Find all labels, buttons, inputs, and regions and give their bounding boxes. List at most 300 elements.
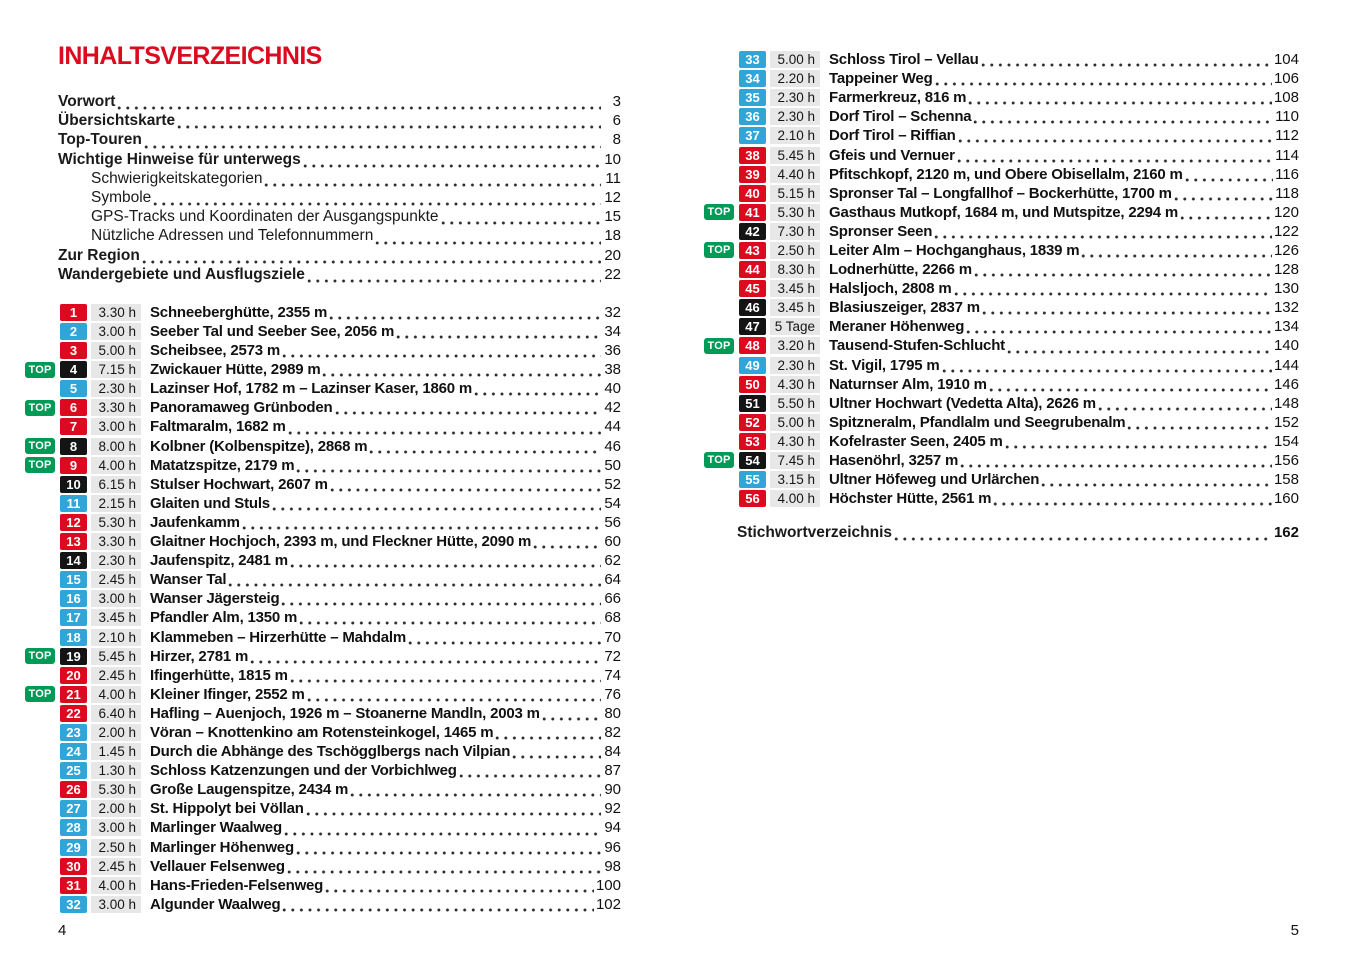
tour-page: 116 (1275, 165, 1299, 183)
dot-leader (306, 803, 601, 818)
dot-leader (296, 842, 601, 857)
tour-title: Große Laugenspitze, 2434 m (150, 781, 349, 799)
tour-title: Matatzspitze, 2179 m (150, 456, 295, 474)
toc-tour-row (737, 489, 1299, 508)
tour-page: 110 (1275, 108, 1299, 126)
tour-duration: 4.00 h (91, 686, 141, 703)
dot-leader (993, 493, 1272, 508)
tour-duration: 5.30 h (91, 781, 141, 798)
toc-tour-row (737, 126, 1299, 145)
tour-number-badge: 45 (739, 280, 766, 297)
toc-tour-row (58, 857, 621, 876)
tour-page: 80 (604, 704, 621, 722)
tour-number-badge: 52 (739, 414, 766, 431)
tour-title: Lodnerhütte, 2266 m (829, 261, 972, 279)
dot-leader (142, 251, 601, 266)
toc-tour-row (28, 685, 621, 704)
toc-entry-label: Wichtige Hinweise für unterwegs (58, 150, 301, 168)
index-entry-page: 162 (1273, 524, 1299, 542)
tour-page: 92 (604, 800, 621, 818)
tour-duration: 2.00 h (91, 800, 141, 817)
toc-entry-page: 12 (604, 188, 621, 206)
tour-page: 90 (604, 781, 621, 799)
tour-duration: 2.30 h (91, 380, 141, 397)
tour-duration: 2.45 h (91, 571, 141, 588)
toc-tour-row (58, 627, 621, 646)
dot-leader (330, 479, 601, 494)
dot-leader (1127, 417, 1272, 432)
dot-leader (287, 861, 601, 876)
tour-number-badge: 26 (60, 781, 87, 798)
dot-leader (282, 899, 594, 914)
tour-duration: 5.00 h (770, 51, 820, 68)
tour-title: Tausend-Stufen-Schlucht (829, 337, 1005, 355)
dot-leader (974, 264, 1272, 279)
tour-duration: 5.00 h (770, 414, 820, 431)
dot-leader (1180, 207, 1272, 222)
tour-duration: 2.30 h (770, 89, 820, 106)
tour-page: 134 (1273, 318, 1299, 336)
tour-number-badge: 16 (60, 590, 87, 607)
toc-tour-row (58, 876, 621, 895)
tour-duration: 4.30 h (770, 376, 820, 393)
tour-page: 132 (1273, 299, 1299, 317)
tour-title: Schloss Katzenzungen und der Vorbichlweg (150, 762, 457, 780)
dot-leader (144, 136, 601, 151)
tour-page: 87 (604, 762, 621, 780)
tour-title: Faltmaralm, 1682 m (150, 418, 286, 436)
tour-number-badge: 37 (739, 127, 766, 144)
toc-right-page (707, 42, 1299, 543)
tour-number-badge: 32 (60, 896, 87, 913)
toc-tour-row (737, 317, 1299, 336)
toc-tour-row (58, 303, 621, 322)
toc-tour-row (58, 475, 621, 494)
tour-number-badge: 14 (60, 552, 87, 569)
tour-number-badge: 21 (60, 686, 87, 703)
tour-page: 98 (604, 857, 621, 875)
tour-page: 156 (1273, 452, 1299, 470)
tour-number-badge: 24 (60, 743, 87, 760)
toc-tour-row (28, 456, 621, 475)
tour-page: 158 (1273, 471, 1299, 489)
tour-page: 104 (1273, 51, 1299, 69)
tour-title: Algunder Waalweg (150, 895, 281, 913)
dot-leader (989, 379, 1272, 394)
tour-page: 146 (1273, 375, 1299, 393)
tour-list-right (707, 50, 1299, 508)
toc-tour-row (58, 666, 621, 685)
tour-number-badge: 42 (739, 223, 766, 240)
toc-entry-label: GPS-Tracks und Koordinaten der Ausgangspunkte (91, 208, 439, 226)
tour-title: Ultner Höfeweg und Urlärchen (829, 471, 1040, 489)
dot-leader (1005, 436, 1272, 451)
dot-leader (1098, 398, 1272, 413)
toc-tour-row (58, 723, 621, 742)
tour-duration: 2.15 h (91, 495, 141, 512)
tour-page: 70 (604, 628, 621, 646)
toc-tour-row (28, 398, 621, 417)
tour-duration: 3.20 h (770, 337, 820, 354)
toc-tour-row (58, 742, 621, 761)
tour-title: Hafling – Auenjoch, 1926 m – Stoanerne Mandln, 2003 m (150, 704, 540, 722)
tour-title: Halsljoch, 2808 m (829, 280, 952, 298)
tour-title: Stulser Hochwart, 2607 m (150, 475, 328, 493)
dot-leader (396, 326, 601, 341)
tour-duration: 2.00 h (91, 724, 141, 741)
tour-number-badge: 53 (739, 433, 766, 450)
toc-tour-row (58, 322, 621, 341)
tour-page: 44 (604, 418, 621, 436)
tour-number-badge: 56 (739, 490, 766, 507)
toc-entry-page: 20 (604, 246, 621, 264)
tour-duration: 2.30 h (91, 552, 141, 569)
tour-title: Kofelraster Seen, 2405 m (829, 432, 1003, 450)
toc-tour-row (707, 336, 1299, 355)
toc-intro-row (58, 151, 621, 170)
tour-number-badge: 25 (60, 762, 87, 779)
tour-duration: 2.50 h (770, 242, 820, 259)
toc-entry-label: Schwierigkeitskategorien (91, 169, 263, 187)
dot-leader (1174, 188, 1273, 203)
toc-tour-row (58, 704, 621, 723)
tour-page: 50 (604, 456, 621, 474)
tour-page: 100 (595, 876, 621, 894)
tour-page: 120 (1273, 203, 1299, 221)
toc-tour-row (707, 203, 1299, 222)
tour-page: 96 (604, 838, 621, 856)
toc-tour-row (737, 107, 1299, 126)
tour-page: 42 (604, 399, 621, 417)
tour-number-badge: 4 (60, 361, 87, 378)
tour-duration: 3.00 h (91, 896, 141, 913)
tour-duration: 2.10 h (91, 629, 141, 646)
toc-tour-row (707, 241, 1299, 260)
tour-page: 38 (604, 361, 621, 379)
dot-leader (335, 402, 602, 417)
top-badge: TOP (25, 438, 55, 454)
tour-number-badge: 3 (60, 342, 87, 359)
tour-duration: 2.10 h (770, 127, 820, 144)
tour-title: Lazinser Hof, 1782 m – Lazinser Kaser, 1860 m (150, 380, 473, 398)
tour-page: 76 (604, 685, 621, 703)
toc-intro-row (58, 266, 621, 285)
tour-page: 34 (604, 323, 621, 341)
toc-intro-row (58, 247, 621, 266)
tour-title: Dorf Tirol – Schenna (829, 108, 972, 126)
tour-number-badge: 5 (60, 380, 87, 397)
tour-duration: 3.15 h (770, 471, 820, 488)
tour-duration: 5 Tage (770, 318, 820, 335)
toc-entry-label: Zur Region (58, 246, 140, 264)
tour-page: 114 (1275, 146, 1299, 164)
top-badge: TOP (25, 686, 55, 702)
dot-leader (982, 302, 1272, 317)
tour-number-badge: 2 (60, 323, 87, 340)
dot-leader (542, 708, 601, 723)
tour-duration: 8.30 h (770, 261, 820, 278)
tour-title: St. Hippolyt bei Völlan (150, 800, 304, 818)
tour-title: Panoramaweg Grünboden (150, 399, 333, 417)
tour-title: Gfeis und Vernuer (829, 146, 955, 164)
dot-leader (954, 283, 1272, 298)
tour-title: Jaufenkamm (150, 513, 240, 531)
tour-title: Glaiten und Stuls (150, 494, 270, 512)
tour-number-badge: 51 (739, 395, 766, 412)
tour-number-badge: 50 (739, 376, 766, 393)
toc-entry-page: 22 (604, 265, 621, 283)
tour-duration: 2.45 h (91, 667, 141, 684)
dot-leader (973, 111, 1273, 126)
tour-title: Naturnser Alm, 1910 m (829, 375, 987, 393)
dot-leader (960, 455, 1272, 470)
tour-title: Jaufenspitz, 2481 m (150, 552, 288, 570)
dot-leader (322, 364, 601, 379)
toc-entry-page: 11 (605, 169, 621, 187)
toc-tour-row (707, 451, 1299, 470)
tour-duration: 2.30 h (770, 357, 820, 374)
dot-leader (942, 360, 1272, 375)
tour-duration: 5.00 h (91, 342, 141, 359)
toc-tour-row (58, 838, 621, 857)
toc-tour-row (58, 761, 621, 780)
dot-leader (495, 727, 601, 742)
tour-page: 130 (1273, 280, 1299, 298)
toc-entry-page: 18 (604, 227, 621, 245)
tour-number-badge: 10 (60, 476, 87, 493)
tour-title: Kolbner (Kolbenspitze), 2868 m (150, 437, 368, 455)
tour-title: Glaitner Hochjoch, 2393 m, und Fleckner Hütte, 2090 m (150, 533, 532, 551)
tour-title: Schloss Tirol – Vellau (829, 51, 979, 69)
tour-title: Wanser Tal (150, 571, 227, 589)
tour-title: Farmerkreuz, 816 m (829, 89, 967, 107)
tour-duration: 4.40 h (770, 166, 820, 183)
toc-tour-row (28, 647, 621, 666)
tour-page: 66 (604, 590, 621, 608)
tour-number-badge: 35 (739, 89, 766, 106)
tour-duration: 8.00 h (91, 438, 141, 455)
tour-number-badge: 7 (60, 418, 87, 435)
dot-leader (296, 460, 601, 475)
page-number-left: 4 (58, 922, 67, 939)
tour-title: Ifingerhütte, 1815 m (150, 666, 288, 684)
tour-page: 126 (1273, 241, 1299, 259)
toc-tour-row (58, 341, 621, 360)
tour-page: 52 (604, 475, 621, 493)
tour-page: 144 (1273, 356, 1299, 374)
dot-leader (958, 130, 1274, 145)
top-badge: TOP (25, 457, 55, 473)
dot-leader (272, 498, 601, 513)
tour-number-badge: 15 (60, 571, 87, 588)
tour-title: Scheibsee, 2573 m (150, 342, 281, 360)
tour-title: Spronser Tal – Longfallhof – Bockerhütte, 1700 m (829, 184, 1172, 202)
tour-duration: 4.30 h (770, 433, 820, 450)
tour-number-badge: 29 (60, 839, 87, 856)
tour-title: Gasthaus Mutkopf, 1684 m, und Mutspitze, 2294 m (829, 203, 1179, 221)
tour-number-badge: 28 (60, 819, 87, 836)
tour-number-badge: 49 (739, 357, 766, 374)
tour-number-badge: 11 (60, 495, 87, 512)
tour-page: 128 (1273, 261, 1299, 279)
top-badge: TOP (704, 204, 734, 220)
index-entry-label: Stichwortverzeichnis (737, 524, 893, 542)
toc-tour-row (58, 417, 621, 436)
toc-tour-row (58, 532, 621, 551)
tour-title: Spronser Seen (829, 222, 933, 240)
tour-duration: 7.30 h (770, 223, 820, 240)
tour-page: 122 (1273, 222, 1299, 240)
dot-leader (153, 193, 601, 208)
dot-leader (288, 422, 601, 437)
tour-title: Vöran – Knottenkino am Rotensteinkogel, 1465 m (150, 723, 494, 741)
toc-tour-row (737, 470, 1299, 489)
tour-duration: 7.15 h (91, 361, 141, 378)
tour-page: 160 (1273, 490, 1299, 508)
tour-page: 112 (1275, 127, 1299, 145)
dot-leader (474, 383, 601, 398)
tour-page: 62 (604, 552, 621, 570)
toc-tour-row (737, 184, 1299, 203)
dot-leader (350, 784, 601, 799)
toc-intro-row (58, 131, 621, 150)
toc-tour-row (737, 88, 1299, 107)
toc-tour-row (737, 279, 1299, 298)
dot-leader (935, 73, 1272, 88)
tour-page: 102 (595, 895, 621, 913)
dot-leader (329, 307, 601, 322)
toc-intro-row (58, 189, 621, 208)
dot-leader (250, 651, 601, 666)
top-badge: TOP (704, 338, 734, 354)
tour-duration: 5.45 h (770, 147, 820, 164)
tour-number-badge: 55 (739, 471, 766, 488)
dot-leader (177, 116, 601, 131)
toc-tour-row (58, 551, 621, 570)
toc-tour-row (737, 356, 1299, 375)
tour-duration: 3.45 h (91, 609, 141, 626)
tour-number-badge: 17 (60, 609, 87, 626)
tour-duration: 3.45 h (770, 299, 820, 316)
tour-number-badge: 8 (60, 438, 87, 455)
tour-duration: 4.00 h (91, 457, 141, 474)
tour-number-badge: 20 (60, 667, 87, 684)
tour-number-badge: 34 (739, 70, 766, 87)
dot-leader (957, 150, 1273, 165)
tour-duration: 2.45 h (91, 858, 141, 875)
tour-page: 68 (604, 609, 621, 627)
tour-title: Wanser Jägersteig (150, 590, 280, 608)
dot-leader (290, 555, 601, 570)
tour-title: Marlinger Waalweg (150, 819, 282, 837)
toc-tour-row (58, 608, 621, 627)
tour-title: Ultner Hochwart (Vedetta Alta), 2626 m (829, 394, 1096, 412)
dot-leader (894, 528, 1272, 543)
tour-title: Dorf Tirol – Riffian (829, 127, 956, 145)
top-badge: TOP (704, 452, 734, 468)
toc-tour-row (58, 494, 621, 513)
dot-leader (934, 226, 1272, 241)
toc-tour-row (737, 69, 1299, 88)
tour-duration: 2.30 h (770, 108, 820, 125)
tour-duration: 2.20 h (770, 70, 820, 87)
tour-number-badge: 12 (60, 514, 87, 531)
tour-number-badge: 27 (60, 800, 87, 817)
tour-number-badge: 23 (60, 724, 87, 741)
toc-entry-label: Vorwort (58, 93, 116, 110)
toc-tour-row (737, 145, 1299, 164)
tour-list-left (28, 303, 621, 914)
toc-entry-page: 3 (612, 93, 621, 110)
dot-leader (303, 155, 601, 170)
tour-page: 40 (604, 380, 621, 398)
tour-title: Kleiner Ifinger, 2552 m (150, 685, 305, 703)
toc-tour-row (737, 298, 1299, 317)
dot-leader (117, 97, 601, 112)
top-badge: TOP (25, 362, 55, 378)
dot-leader (325, 880, 594, 895)
dot-leader (299, 612, 601, 627)
dot-leader (966, 321, 1272, 336)
dot-leader (375, 232, 601, 247)
tour-title: Pfandler Alm, 1350 m (150, 609, 298, 627)
toc-tour-row (737, 375, 1299, 394)
dot-leader (284, 823, 601, 838)
tour-number-badge: 13 (60, 533, 87, 550)
tour-title: Pfitschkopf, 2120 m, und Obere Obisellalm, 2160 m (829, 165, 1183, 183)
toc-tour-row (58, 818, 621, 837)
tour-number-badge: 48 (739, 337, 766, 354)
dot-leader (281, 593, 601, 608)
top-badge: TOP (704, 242, 734, 258)
tour-page: 148 (1273, 394, 1299, 412)
tour-page: 82 (604, 723, 621, 741)
tour-number-badge: 41 (739, 204, 766, 221)
toc-entry-page: 15 (604, 208, 621, 226)
tour-duration: 5.50 h (770, 395, 820, 412)
tour-page: 36 (604, 342, 621, 360)
tour-page: 46 (604, 437, 621, 455)
toc-tour-row (58, 895, 621, 914)
tour-page: 108 (1273, 89, 1299, 107)
tour-title: St. Vigil, 1795 m (829, 356, 940, 374)
toc-tour-row (737, 222, 1299, 241)
tour-number-badge: 1 (60, 304, 87, 321)
toc-tour-row (737, 394, 1299, 413)
toc-entry-label: Symbole (91, 188, 152, 206)
tour-number-badge: 6 (60, 399, 87, 416)
dot-leader (264, 174, 601, 189)
toc-entry-page: 8 (612, 131, 621, 149)
tour-title: Spitzneralm, Pfandlalm und Seegrubenalm (829, 413, 1126, 431)
tour-duration: 4.00 h (770, 490, 820, 507)
toc-entry-label: Top-Touren (58, 131, 142, 149)
tour-number-badge: 30 (60, 858, 87, 875)
tour-page: 56 (604, 513, 621, 531)
toc-tour-row (58, 799, 621, 818)
toc-intro-row (58, 170, 621, 189)
page-number-right: 5 (1290, 922, 1299, 939)
dot-leader (228, 574, 601, 589)
toc-entry-page: 6 (612, 112, 621, 130)
intro-section-list (58, 93, 621, 285)
tour-number-badge: 40 (739, 185, 766, 202)
page-title: INHALTSVERZEICHNIS (58, 42, 322, 70)
tour-duration: 5.45 h (91, 648, 141, 665)
tour-page: 64 (604, 571, 621, 589)
tour-duration: 5.15 h (770, 185, 820, 202)
tour-number-badge: 9 (60, 457, 87, 474)
